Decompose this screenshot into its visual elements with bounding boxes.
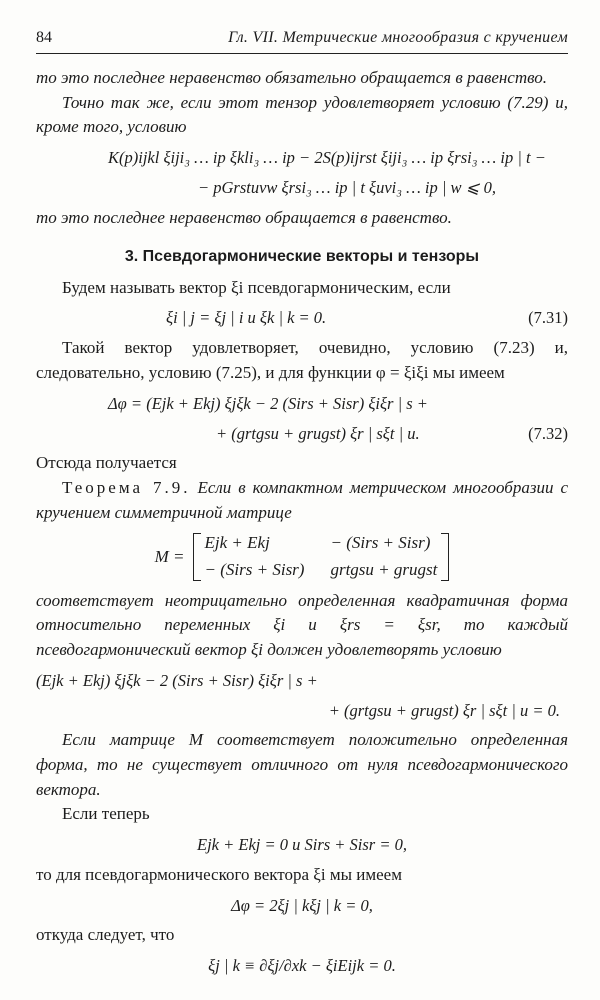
theorem-text: Если в компактном метрическом многообразии с кручением симметричной матрице (36, 478, 569, 522)
paragraph-6: Отсюда получается (36, 453, 177, 473)
formula-6: Δφ = 2ξj | kξj | k = 0, (231, 895, 373, 915)
matrix-entry-21: − (Sirs + Sisr) (204, 560, 305, 580)
formula-1-line-2: − pGrstuvw ξrsi₃ … ip | t ξuvi₃ … ip | w ⩽ 0, (198, 178, 496, 198)
equation-number-7-32: (7.32) (528, 423, 568, 443)
formula-7-31-body: ξi | j = ξj | i и ξk | k = 0. (166, 308, 327, 328)
formula-7-32-line-1: Δφ = (Ejk + Ekj) ξjξk − 2 (Sirs + Sisr) ξiξr | s + (108, 393, 428, 413)
matrix-right-bracket (441, 533, 449, 581)
formula-5: Ejk + Ekj = 0 и Sirs + Sisr = 0, (197, 835, 407, 854)
matrix-entry-11: Ejk + Ekj (204, 533, 270, 553)
matrix-entries (201, 531, 442, 582)
paragraph-1: то это последнее неравенство обязательно обращается в равенство. (36, 68, 548, 88)
matrix-entry-22: grtgsu + grugst (330, 560, 438, 580)
paragraph-3: то это последнее неравенство обращается в равенство. (36, 207, 452, 227)
paragraph-5: Такой вектор удовлетворяет, очевидно, условию (7.23) и, следовательно, условию (7.25), и для функции φ = ξiξi мы имеем (36, 338, 568, 382)
matrix-entry-12: − (Sirs + Sisr) (330, 533, 431, 553)
paragraph-10: то для псевдогармонического вектора ξi мы имеем (36, 864, 402, 884)
section-heading: 3. Псевдогармонические векторы и тензоры (124, 247, 480, 265)
matrix-m (36, 531, 568, 582)
equation-number-7-31: (7.31) (528, 308, 568, 328)
paragraph-2: Точно так же, если этот тензор удовлетворяет условию (7.29) и, кроме того, условию (36, 92, 568, 137)
formula-7-31 (36, 306, 568, 330)
chapter-title: Гл. VII. Метрические многообразия с кручением (228, 29, 568, 46)
paragraph-11: откуда следует, что (36, 925, 175, 945)
matrix-lhs: M = (154, 546, 185, 566)
paragraph-8: Если матрице M соответствует положительно определенная форма, то не существует отличного от нуля псевдогармонического вектора. (36, 730, 568, 799)
paragraph-4: Будем называть вектор ξi псевдогармоническим, если (62, 277, 451, 297)
book-page (36, 26, 568, 984)
formula-4-line-1: (Ejk + Ekj) ξjξk − 2 (Sirs + Sisr) ξiξr | s + (36, 670, 318, 690)
paragraph-9: Если теперь (62, 804, 150, 824)
theorem-label: Теорема 7.9. (62, 478, 191, 498)
theorem-paragraph (36, 476, 568, 525)
formula-4-line-2: + (grtgsu + grugst) ξr | sξt | u = 0. (328, 700, 560, 720)
running-header (36, 26, 568, 54)
formula-7: ξj | k ≡ ∂ξj/∂xk − ξiEijk = 0. (208, 956, 396, 976)
formula-7-32-line-2 (36, 422, 568, 446)
formula-1-line-1: K(p)ijkl ξiji₃ … ip ξkli₃ … ip − 2S(p)ijrst ξiji₃ … ip ξrsi₃ … ip | t − (108, 148, 546, 168)
paragraph-7: соответствует неотрицательно определенная квадратичная форма относительно переменных ξi и ξrs = ξsr, то каждый псевдогармонический вектор ξi должен удовлетворять условию (36, 590, 568, 659)
formula-7-32-line-2-body: + (grtgsu + grugst) ξr | sξt | u. (216, 423, 420, 443)
matrix-left-bracket (193, 533, 201, 581)
page-number: 84 (36, 29, 52, 46)
